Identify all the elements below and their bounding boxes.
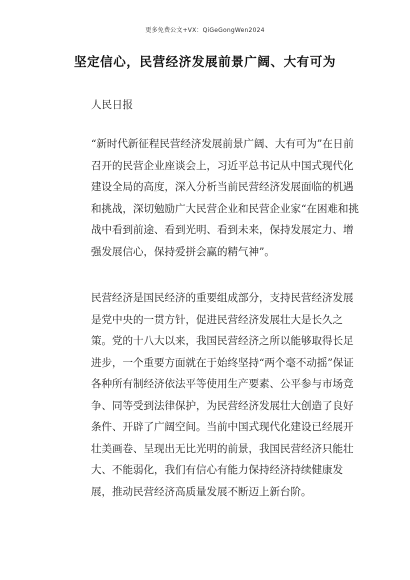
paragraph-1: “新时代新征程民营经济发展前景广阔、大有可为”在日前召开的民营企业座谈会上，习近平总书记从中国式现代化建设全局的高度，深入分析当前民营经济发展面临的机遇和挑战，深切勉励广大民营企业和民营企业家“在困难和挑战中看到前途、看到光明、看到未来，保持发展定力、增强发展信心，保持爱拼会赢的精气神”。 [91, 138, 359, 258]
header-note: 更多免费公文+VX：QiGeGongWen2024 [145, 27, 265, 34]
paragraph-2: 民营经济是国民经济的重要组成部分，支持民营经济发展是党中央的一贯方针，促进民营经济发展壮大是长久之策。党的十八大以来，我国民营经济之所以能够取得长足进步，一个重要方面就在于始终坚持“两个毫不动摇”保证各种所有制经济依法平等使用生产要素、公平参与市场竞争、同等受到法律保护，为民营经济发展壮大创造了良好条件、开辟了广阔空间。当前中国式现代化建设已经展开壮美画卷、呈现出无比光明的前景，我国民营经济只能壮大、不能弱化，我们有信心有能力保持经济持续健康发展，推动民营经济高质量发展不断迈上新台阶。 [91, 292, 354, 498]
page-title: 坚定信心，民营经济发展前景广阔、大有可为 [73, 54, 336, 69]
byline: 人民日报 [91, 99, 133, 111]
